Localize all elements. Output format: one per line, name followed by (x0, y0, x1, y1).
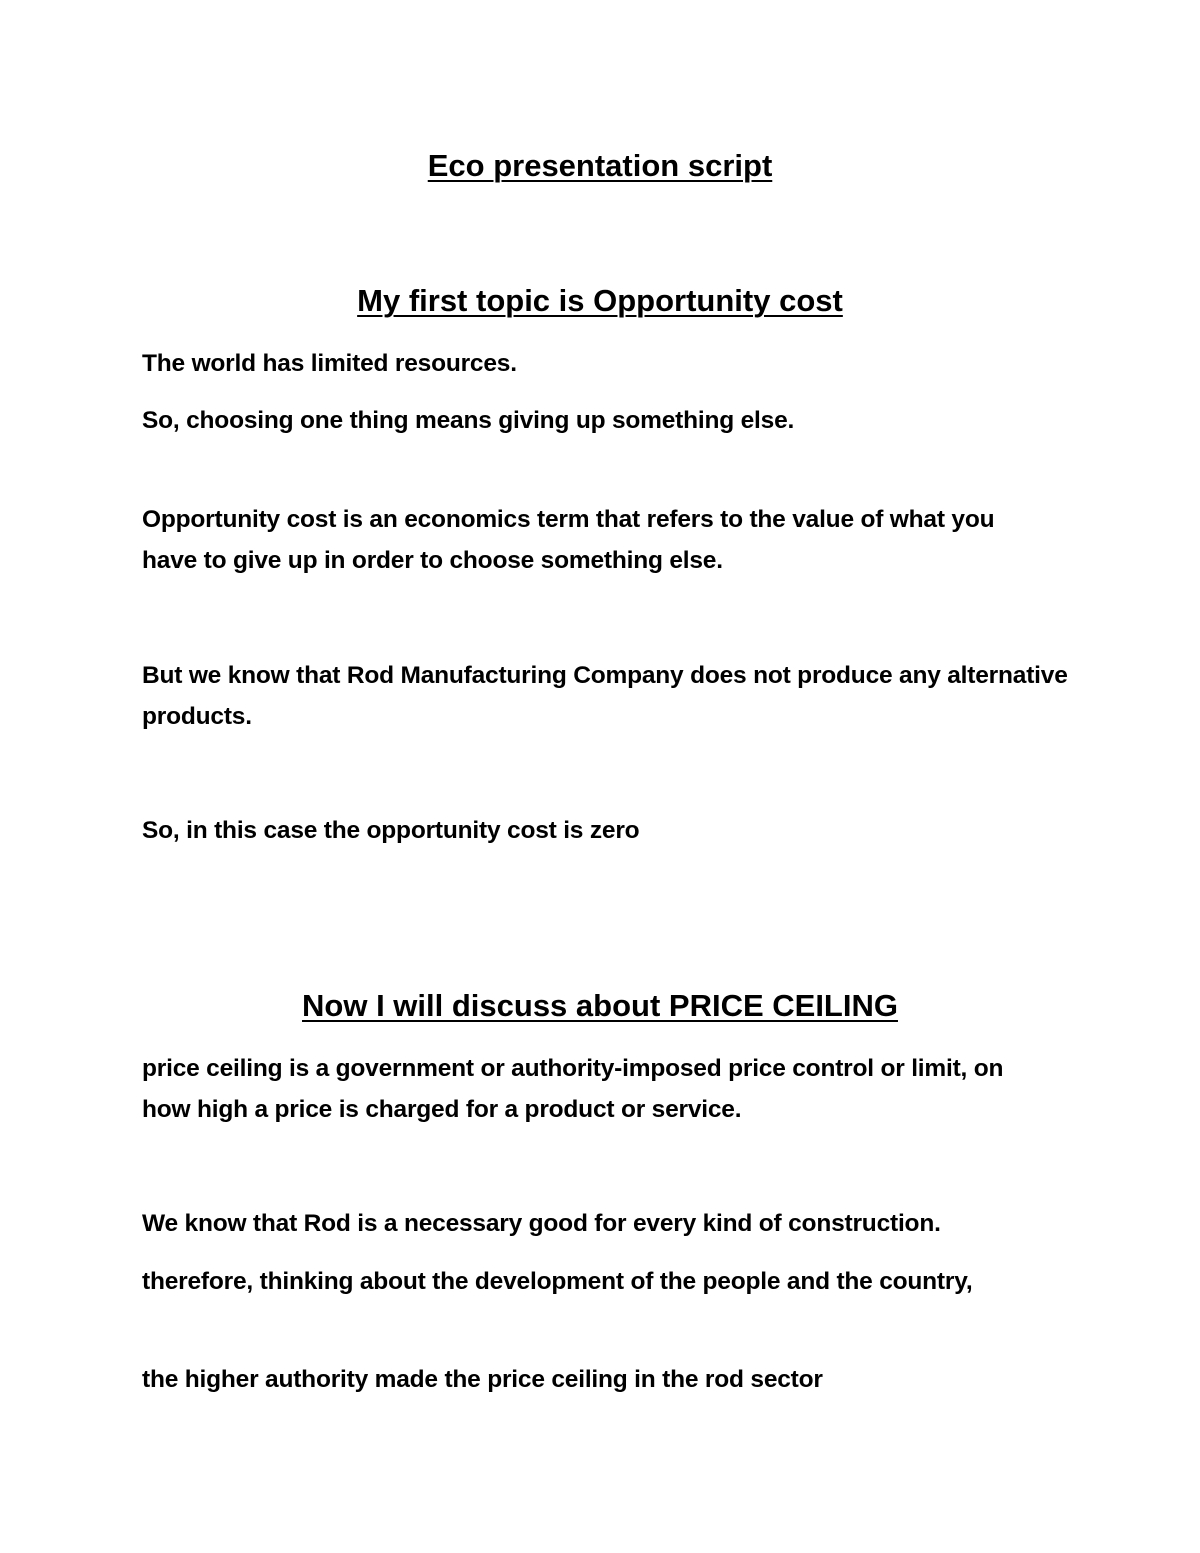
paragraph: But we know that Rod Manufacturing Company does not produce any alternative products. (142, 662, 1068, 730)
paragraph: Opportunity cost is an economics term that refers to the value of what you have to give up in order to choose something else. (142, 506, 995, 574)
section-heading-price-ceiling: Now I will discuss about PRICE CEILING (302, 988, 898, 1023)
paragraph: therefore, thinking about the development of the people and the country, (142, 1268, 973, 1295)
paragraph: So, in this case the opportunity cost is zero (142, 817, 640, 844)
section-heading-opportunity-cost: My first topic is Opportunity cost (357, 283, 843, 318)
paragraph: the higher authority made the price ceiling in the rod sector (142, 1366, 823, 1393)
paragraph: So, choosing one thing means giving up something else. (142, 407, 795, 434)
document-title: Eco presentation script (427, 148, 773, 183)
paragraph: The world has limited resources. (142, 350, 517, 377)
paragraph: We know that Rod is a necessary good for every kind of construction. (142, 1210, 941, 1237)
paragraph: price ceiling is a government or authority-imposed price control or limit, on how high a price is charged for a product or service. (142, 1055, 1004, 1123)
